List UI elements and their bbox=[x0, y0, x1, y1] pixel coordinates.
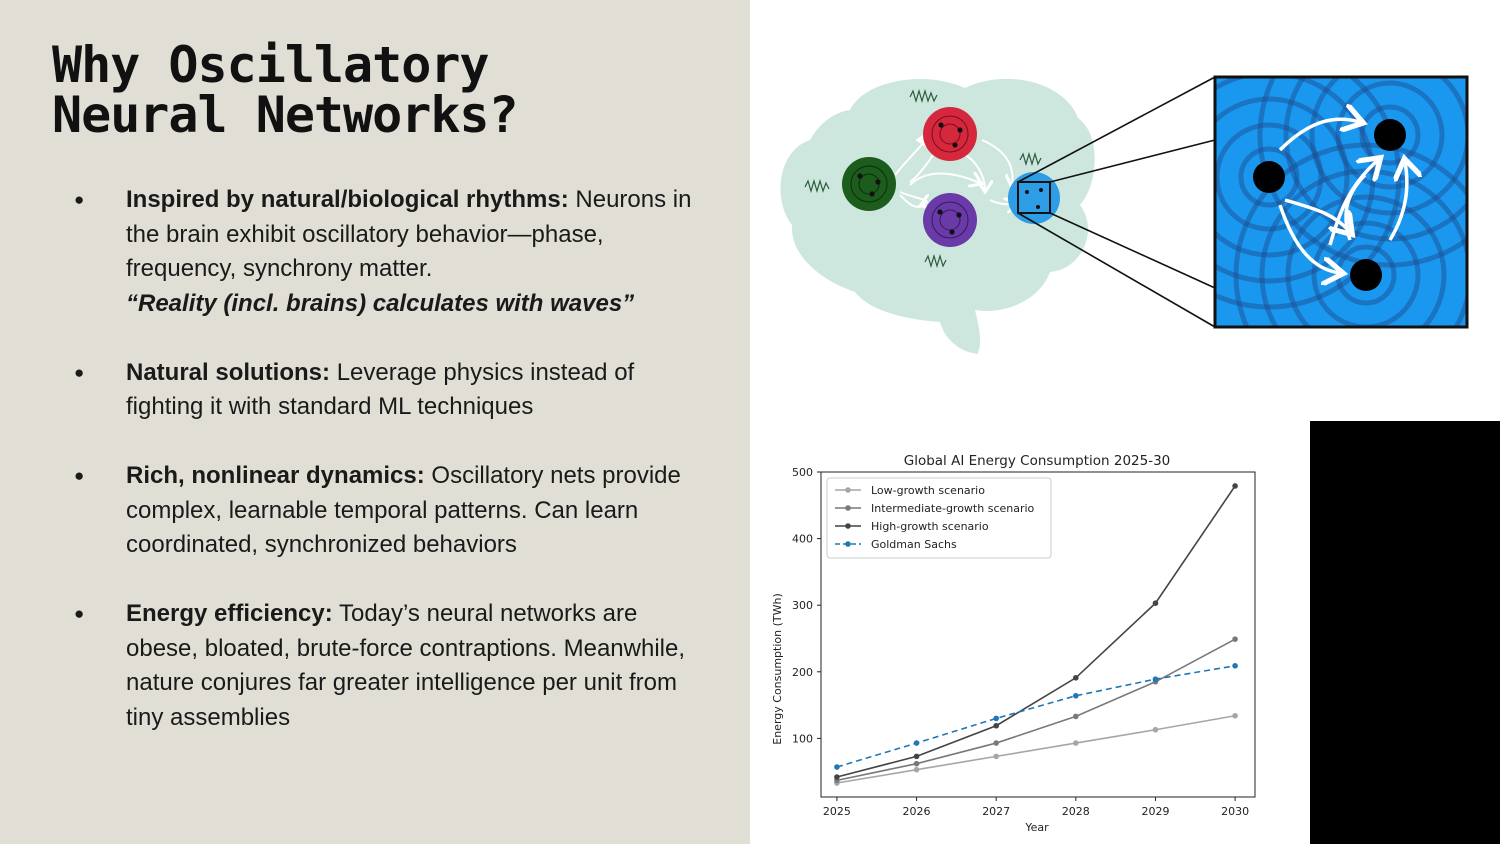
brain-illustration bbox=[750, 0, 1500, 420]
title-line-1: Why Oscillatory bbox=[52, 36, 489, 94]
data-point bbox=[1232, 636, 1238, 642]
legend-marker bbox=[845, 523, 851, 529]
data-point bbox=[914, 761, 920, 767]
data-point bbox=[1232, 483, 1238, 489]
brain-oscillator-figure bbox=[750, 0, 1500, 420]
bullet-head: Energy efficiency: bbox=[126, 600, 333, 627]
data-point bbox=[993, 740, 999, 746]
text-panel bbox=[0, 0, 750, 844]
chart-title: Global AI Energy Consumption 2025-30 bbox=[903, 453, 1171, 469]
bullet-head: Natural solutions: bbox=[126, 358, 331, 386]
legend-marker bbox=[845, 505, 851, 511]
bullet-body: Leverage physics instead of fighting it with standard ML techniques bbox=[126, 358, 635, 420]
y-tick-label: 300 bbox=[792, 599, 813, 613]
slide-title bbox=[52, 36, 712, 144]
data-point bbox=[914, 740, 920, 746]
x-tick-label: 2025 bbox=[822, 805, 851, 818]
data-point bbox=[834, 764, 840, 770]
bullet-natural-solutions bbox=[74, 356, 714, 425]
black-panel bbox=[1310, 421, 1500, 844]
series-line-1 bbox=[837, 639, 1235, 780]
zoom-inset-panel bbox=[1139, 5, 1500, 405]
data-point bbox=[1073, 693, 1079, 699]
bullet-quote: “Reality (incl. brains) calculates with waves” bbox=[126, 289, 635, 317]
red-oscillator-node bbox=[923, 107, 977, 161]
chart-legend bbox=[827, 478, 1051, 558]
energy-chart-panel bbox=[750, 421, 1310, 844]
bullet-head: Rich, nonlinear dynamics: bbox=[126, 462, 425, 489]
y-tick-label: 100 bbox=[792, 732, 813, 746]
x-tick-label: 2027 bbox=[982, 805, 1011, 818]
bullet-energy-efficiency bbox=[74, 597, 714, 735]
data-point bbox=[1232, 663, 1238, 669]
chart-x-axis-label: Year bbox=[1025, 821, 1049, 834]
energy-chart bbox=[750, 421, 1310, 844]
data-point bbox=[914, 767, 920, 773]
data-point bbox=[914, 754, 920, 760]
title-line-2: Neural Networks? bbox=[52, 86, 518, 144]
legend-label: Low-growth scenario bbox=[871, 484, 985, 497]
bullet-head: Inspired by natural/biological rhythms: bbox=[126, 186, 569, 213]
y-tick-label: 400 bbox=[792, 532, 813, 546]
data-point bbox=[993, 723, 999, 729]
bullet-body: Oscillatory nets provide complex, learnable temporal patterns. Can learn coordinated, synchronized behaviors bbox=[126, 462, 681, 558]
x-tick-label: 2029 bbox=[1141, 805, 1170, 818]
data-point bbox=[1153, 727, 1159, 733]
x-tick-label: 2026 bbox=[902, 805, 931, 818]
legend-marker bbox=[845, 487, 851, 493]
legend-label: Goldman Sachs bbox=[871, 538, 957, 551]
chart-y-axis-label: Energy Consumption (TWh) bbox=[771, 593, 784, 745]
data-point bbox=[1153, 676, 1159, 682]
bullet-inspired bbox=[74, 183, 714, 321]
legend-marker bbox=[845, 541, 851, 547]
data-point bbox=[834, 774, 840, 780]
legend-label: High-growth scenario bbox=[871, 520, 989, 533]
bullet-body: Today’s neural networks are obese, bloated, brute-force contraptions. Meanwhile, nature conjures far greater intelligence per unit from tiny assemblies bbox=[126, 600, 685, 731]
data-point bbox=[1153, 600, 1159, 606]
data-point bbox=[1073, 740, 1079, 746]
legend-label: Intermediate-growth scenario bbox=[871, 502, 1035, 515]
bullet-body: Neurons in the brain exhibit oscillatory behavior—phase, frequency, synchrony matter. bbox=[126, 186, 692, 282]
blue-oscillator-node bbox=[1008, 172, 1060, 224]
data-point bbox=[993, 716, 999, 722]
green-oscillator-node bbox=[842, 157, 896, 211]
x-tick-label: 2028 bbox=[1061, 805, 1090, 818]
x-tick-label: 2030 bbox=[1221, 805, 1250, 818]
y-tick-label: 500 bbox=[792, 466, 813, 479]
purple-oscillator-node bbox=[923, 193, 977, 247]
data-point bbox=[1073, 714, 1079, 720]
data-point bbox=[1232, 713, 1238, 719]
series-line-3 bbox=[837, 666, 1235, 767]
y-tick-label: 200 bbox=[792, 665, 813, 679]
data-point bbox=[1073, 675, 1079, 681]
bullet-rich-dynamics bbox=[74, 459, 714, 563]
data-point bbox=[993, 754, 999, 760]
bullet-list bbox=[74, 183, 714, 770]
